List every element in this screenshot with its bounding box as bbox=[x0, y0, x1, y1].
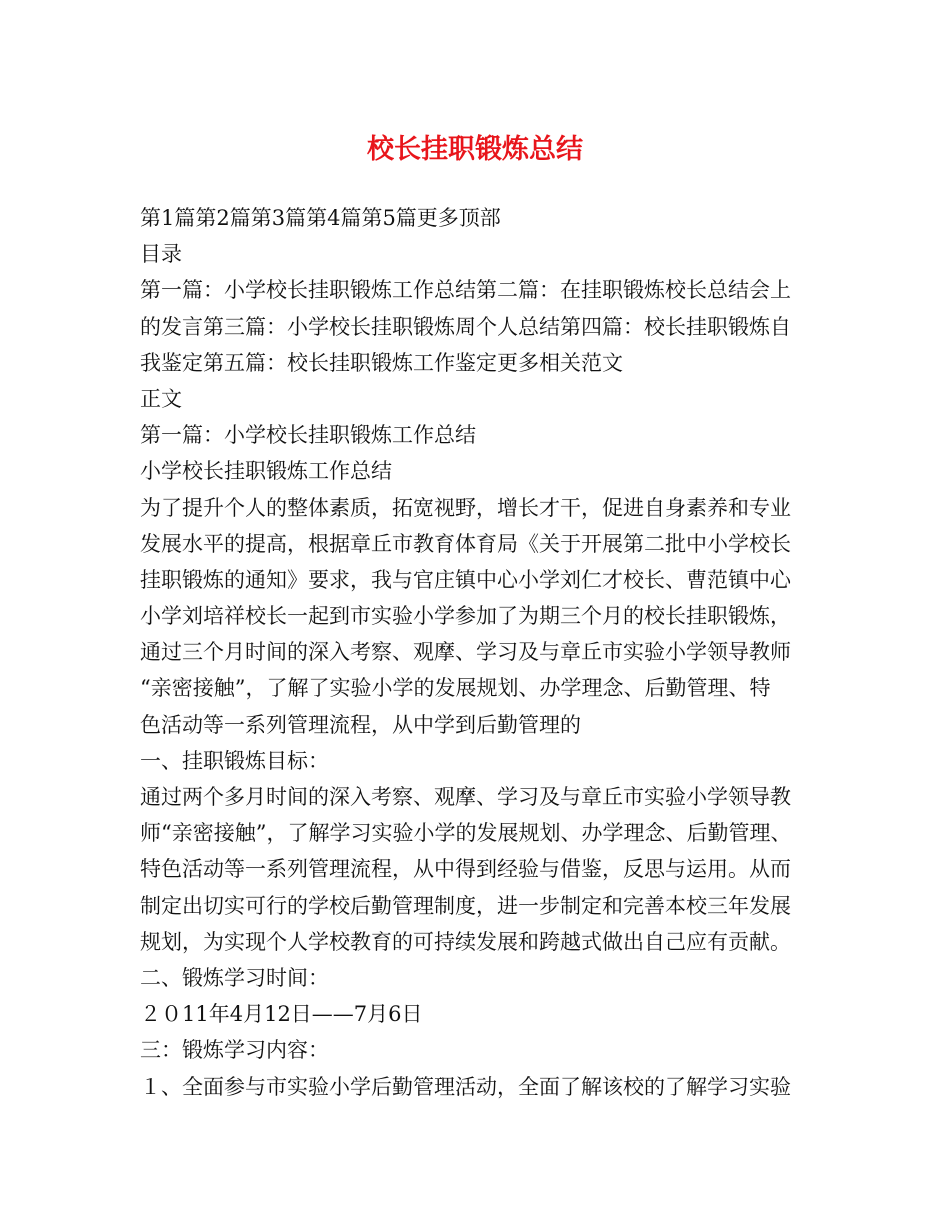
text-line: 二、锻炼学习时间： bbox=[140, 965, 329, 990]
text-line: 第1篇第2篇第3篇第4篇第5篇更多顶部 bbox=[140, 206, 501, 230]
text-line: 一、挂职锻炼目标： bbox=[140, 748, 329, 773]
text-line: 通过三个月时间的深入考察、观摩、学习及与章丘市实验小学领导教师 bbox=[140, 640, 791, 665]
text-line: 色活动等一系列管理流程，从中学到后勤管理的 bbox=[140, 712, 581, 737]
text-line: 特色活动等一系列管理流程，从中得到经验与借鉴，反思与运用。从而 bbox=[140, 857, 791, 882]
document-title: 校长挂职锻炼总结 bbox=[367, 134, 583, 165]
text-line: 规划，为实现个人学校教育的可持续发展和跨越式做出自己应有贡献。 bbox=[140, 929, 791, 954]
text-line: 通过两个多月时间的深入考察、观摩、学习及与章丘市实验小学领导教 bbox=[140, 785, 791, 809]
text-line: 我鉴定第五篇：校长挂职锻炼工作鉴定更多相关范文 bbox=[140, 350, 623, 375]
text-line: 第一篇：小学校长挂职锻炼工作总结 bbox=[140, 423, 476, 448]
text-line: 师“亲密接触”，了解学习实验小学的发展规划、办学理念、后勤管理、 bbox=[140, 821, 792, 846]
text-line: 发展水平的提高，根据章丘市教育体育局《关于开展第二批中小学校长 bbox=[140, 531, 791, 556]
text-line: 小学刘培祥校长一起到市实验小学参加了为期三个月的校长挂职锻炼， bbox=[140, 604, 791, 629]
text-line: 的发言第三篇：小学校长挂职锻炼周个人总结第四篇：校长挂职锻炼自 bbox=[140, 314, 791, 339]
text-line: １、全面参与市实验小学后勤管理活动，全面了解该校的了解学习实验 bbox=[140, 1074, 791, 1099]
text-line: 挂职锻炼的通知》要求，我与官庄镇中心小学刘仁才校长、曹范镇中心 bbox=[140, 567, 791, 592]
text-line: 正文 bbox=[140, 386, 182, 411]
text-line: 三：锻炼学习内容： bbox=[140, 1038, 329, 1063]
text-line: 目录 bbox=[140, 242, 182, 267]
text-line: 第一篇：小学校长挂职锻炼工作总结第二篇：在挂职锻炼校长总结会上 bbox=[140, 278, 791, 303]
document-body bbox=[140, 200, 830, 1105]
text-line: 小学校长挂职锻炼工作总结 bbox=[140, 459, 392, 484]
text-line: ２０11年4月12日——7月6日 bbox=[140, 1002, 423, 1027]
text-line: “亲密接触”，了解了实验小学的发展规划、办学理念、后勤管理、特 bbox=[140, 676, 771, 701]
text-line: 为了提升个人的整体素质，拓宽视野，增长才干，促进自身素养和专业 bbox=[140, 495, 791, 520]
text-line: 制定出切实可行的学校后勤管理制度，进一步制定和完善本校三年发展 bbox=[140, 893, 791, 918]
